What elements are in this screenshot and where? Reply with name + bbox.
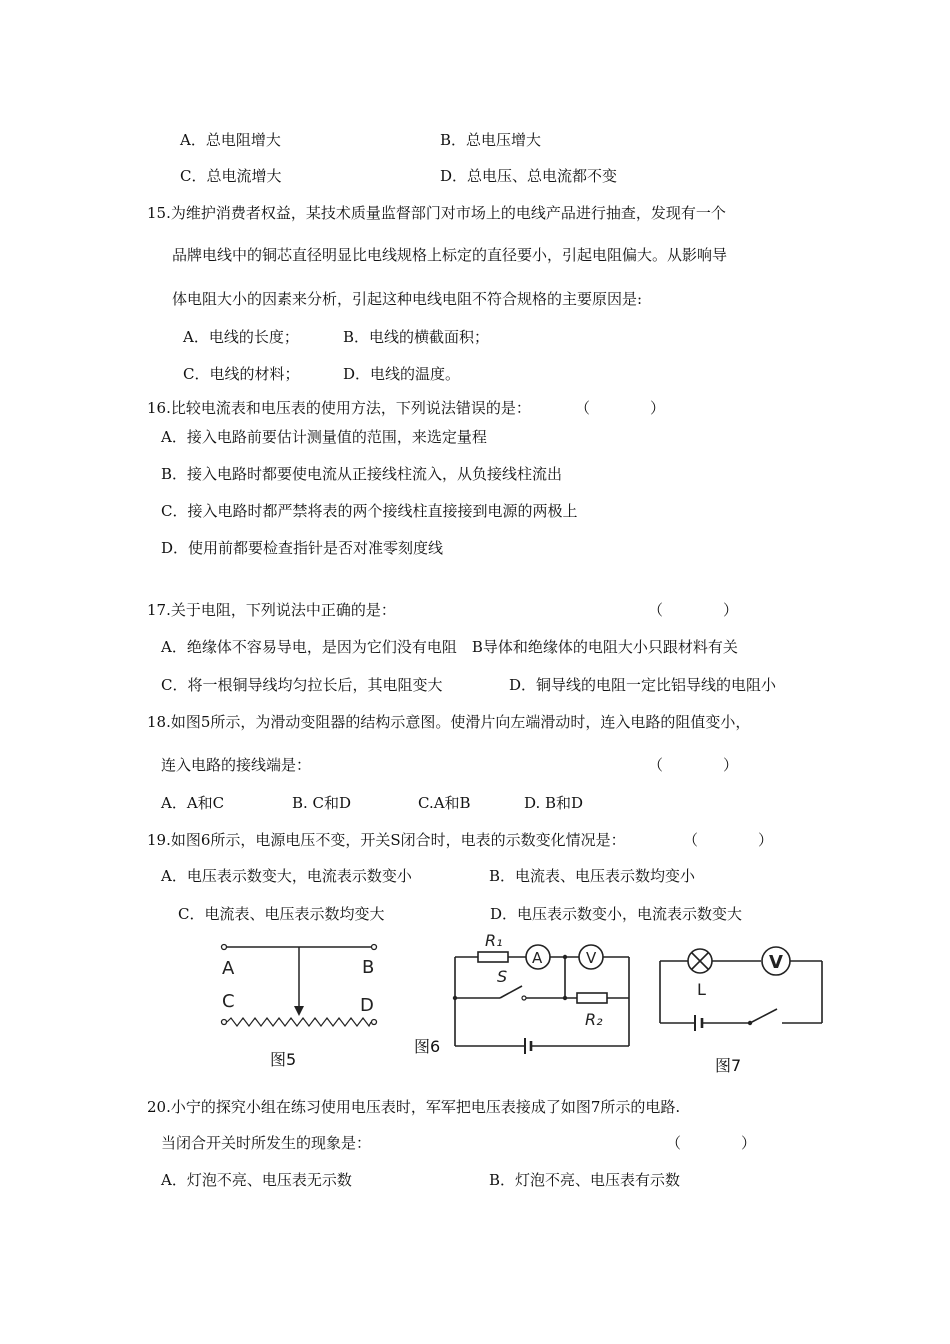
q19-option-a: A．电压表示数变大，电流表示数变小: [161, 867, 412, 885]
q16-option-b: B．接入电路时都要使电流从正接线柱流入，从负接线柱流出: [161, 465, 563, 483]
q14-option-a: A．总电阻增大: [180, 131, 281, 149]
q18-stem-line2: 连入电路的接线端是：: [161, 756, 312, 774]
terminal-d-dot: [372, 1020, 377, 1025]
q17-option-d: D．铜导线的电阻一定比铝导线的电阻小: [509, 676, 777, 694]
q15-option-c: C．电线的材料；: [183, 365, 300, 383]
q20-stem-line1: 20.小宁的探究小组在练习使用电压表时，军军把电压表接成了如图7所示的电路.: [147, 1098, 681, 1116]
q20-stem-line2: 当闭合开关时所发生的现象是：: [161, 1134, 372, 1152]
q19-option-c: C．电流表、电压表示数均变大: [178, 905, 385, 923]
label-l: L: [697, 980, 706, 999]
figure-7-circuit: [655, 943, 830, 1035]
resistor-r2: [577, 993, 607, 1003]
q15-option-b: B．电线的横截面积；: [343, 328, 490, 346]
q15-stem-line1: 15.为维护消费者权益，某技术质量监督部门对市场上的电线产品进行抽查，发现有一个: [147, 204, 726, 222]
q16-stem: 16.比较电流表和电压表的使用方法，下列说法错误的是：: [147, 399, 531, 417]
q16-option-d: D．使用前都要检查指针是否对准零刻度线: [161, 539, 444, 557]
label-b: B: [362, 957, 375, 978]
q15-stem-line2: 品牌电线中的铜芯直径明显比电线规格上标定的直径要小，引起电阻偏大。从影响导: [172, 246, 728, 264]
resistance-coil: [227, 1018, 371, 1026]
voltmeter-label: V: [586, 949, 597, 967]
ammeter-label: A: [532, 949, 543, 967]
q20-option-a: A．灯泡不亮、电压表无示数: [161, 1171, 352, 1189]
q17-answer-paren: （ ）: [648, 601, 739, 619]
q19-option-d: D．电压表示数变小，电流表示数变大: [490, 905, 743, 923]
q17-stem: 17.关于电阻，下列说法中正确的是：: [147, 601, 396, 619]
figure-5-rheostat: [210, 940, 390, 1032]
q16-option-c: C．接入电路时都严禁将表的两个接线柱直接接到电源的两极上: [161, 502, 578, 520]
label-r2: R₂: [585, 1010, 603, 1029]
q15-option-a: A．电线的长度；: [183, 328, 299, 346]
q18-option-d: D. B和D: [524, 794, 584, 812]
q15-stem-line3: 体电阻大小的因素来分析，引起这种电线电阻不符合规格的主要原因是:: [172, 290, 643, 308]
q18-stem-line1: 18.如图5所示，为滑动变阻器的结构示意图。使滑片向左端滑动时，连入电路的阻值变小，: [147, 713, 751, 731]
terminal-c-dot: [222, 1020, 227, 1025]
switch-s: [500, 986, 522, 998]
q20-answer-paren: （ ）: [666, 1134, 757, 1152]
q19-answer-paren: （ ）: [683, 831, 774, 849]
q14-option-c: C．总电流增大: [180, 167, 282, 185]
slider-arrow: [294, 1006, 304, 1016]
q16-option-a: A．接入电路前要估计测量值的范围，来选定量程: [161, 428, 487, 446]
q18-answer-paren: （ ）: [648, 756, 739, 774]
switch-blade: [750, 1009, 777, 1023]
figure-6-caption: 图6: [414, 1037, 441, 1056]
q18-option-c: C.A和B: [418, 794, 471, 812]
label-r1: R₁: [485, 931, 503, 950]
q16-answer-paren: （ ）: [575, 399, 666, 417]
resistor-r1: [478, 952, 508, 962]
terminal-a-dot: [222, 945, 227, 950]
q18-option-b: B. C和D: [292, 794, 352, 812]
figure-6-circuit: [445, 922, 645, 1060]
label-d: D: [360, 995, 374, 1016]
terminal-b-dot: [372, 945, 377, 950]
voltmeter-label: V: [769, 952, 783, 973]
q14-option-d: D．总电压、总电流都不变: [440, 167, 618, 185]
figure-5-caption: 图5: [270, 1050, 297, 1069]
label-s: S: [497, 967, 508, 986]
q19-option-b: B．电流表、电压表示数均变小: [489, 867, 696, 885]
q14-option-b: B．总电压增大: [440, 131, 542, 149]
q20-option-b: B．灯泡不亮、电压表有示数: [489, 1171, 681, 1189]
q19-stem: 19.如图6所示，电源电压不变，开关S闭合时，电表的示数变化情况是：: [147, 831, 626, 849]
q17-options-ab: A．绝缘体不容易导电，是因为它们没有电阻 B导体和绝缘体的电阻大小只跟材料有关: [161, 638, 738, 656]
figure-7-caption: 图7: [715, 1056, 742, 1075]
q15-option-d: D．电线的温度。: [343, 365, 461, 383]
q17-option-c: C．将一根铜导线均匀拉长后，其电阻变大: [161, 676, 443, 694]
label-a: A: [222, 958, 235, 979]
q18-option-a: A．A和C: [161, 794, 225, 812]
label-c: C: [222, 991, 235, 1012]
